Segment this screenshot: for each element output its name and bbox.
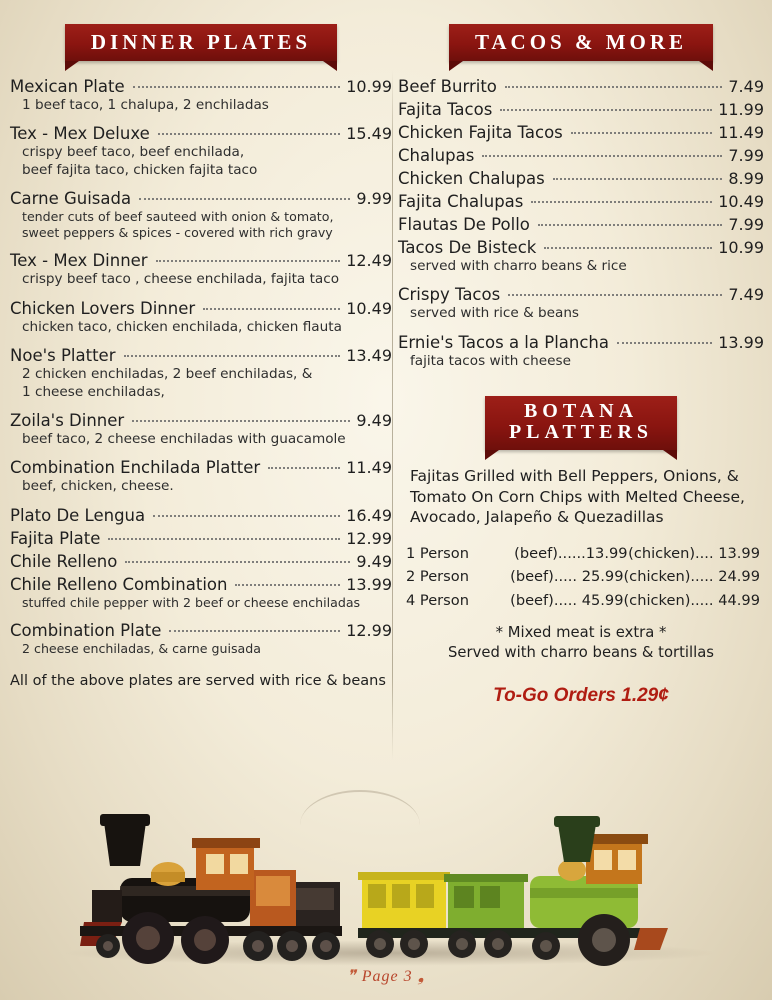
leader-dots <box>571 132 712 134</box>
menu-item-name: Fajita Chalupas <box>398 192 524 212</box>
menu-item-price: 12.49 <box>346 251 392 271</box>
menu-item-description: fajita tacos with cheese <box>410 352 571 369</box>
botana-portion-beef-price: (beef)..... 25.99 <box>510 568 624 586</box>
menu-item-price: 7.49 <box>728 285 764 305</box>
train-graphic <box>0 750 772 1000</box>
menu-item-name: Flautas De Pollo <box>398 215 530 235</box>
menu-item-price: 11.49 <box>346 458 392 478</box>
menu-item-row <box>10 346 392 365</box>
tacos-and-more-banner-label: TACOS & MORE <box>449 24 713 61</box>
menu-item-description: crispy beef taco, beef enchilada, beef fajita taco, chicken fajita taco <box>22 144 258 178</box>
menu-item-price: 16.49 <box>346 505 392 525</box>
menu-item-description: served with rice & beans <box>410 305 580 322</box>
menu-item-row <box>398 192 764 211</box>
menu-item-name: Fajita Tacos <box>398 100 493 120</box>
menu-item-price: 7.49 <box>728 77 764 97</box>
menu-item-name: Mexican Plate <box>10 77 125 97</box>
menu-item-description: beef, chicken, cheese. <box>22 478 174 495</box>
menu-item <box>398 285 764 322</box>
menu-item <box>10 77 392 114</box>
menu-item <box>398 192 764 211</box>
menu-item-price: 13.99 <box>718 332 764 352</box>
menu-item-price: 11.99 <box>718 100 764 120</box>
menu-item-row <box>398 238 764 257</box>
menu-item-description: crispy beef taco , cheese enchilada, fajita taco <box>22 271 340 288</box>
menu-item-row <box>10 124 392 143</box>
menu-item <box>398 123 764 142</box>
botana-portion-chicken-price: (chicken).... 13.99 <box>628 544 760 562</box>
leader-dots <box>133 86 341 88</box>
menu-item <box>10 251 392 288</box>
menu-item-name: Chicken Chalupas <box>398 169 545 189</box>
leader-dots <box>500 109 712 111</box>
menu-item-price: 10.49 <box>346 298 392 318</box>
leader-dots <box>617 342 712 344</box>
menu-item-description: stuffed chile pepper with 2 beef or cheese enchiladas <box>22 594 361 610</box>
menu-item-name: Zoila's Dinner <box>10 411 125 430</box>
botana-portion-qty: 4 Person <box>406 591 469 609</box>
menu-item-name: Chile Relleno Combination <box>10 574 228 594</box>
leader-dots <box>169 630 340 632</box>
menu-item-price: 9.49 <box>356 551 392 571</box>
leader-dots <box>482 155 722 157</box>
menu-item-row <box>398 169 764 188</box>
menu-item <box>398 238 764 275</box>
menu-item-description: 2 chicken enchiladas, 2 beef enchiladas, & 1 cheese enchiladas, <box>22 366 313 400</box>
menu-item-price: 12.99 <box>346 528 392 548</box>
botana-header-line-2: PLATTERS <box>508 421 654 444</box>
menu-item-row <box>398 77 764 96</box>
menu-item-name: Tacos De Bisteck <box>398 238 537 258</box>
menu-item-row <box>10 458 392 477</box>
botana-platters-banner <box>485 396 677 450</box>
dinner-plates-column <box>10 24 392 689</box>
menu-item-row <box>398 215 764 234</box>
to-go-orders-note: To-Go Orders 1.29¢ <box>493 685 669 707</box>
leader-dots <box>153 515 340 517</box>
menu-item <box>10 458 392 495</box>
botana-portion-row <box>406 565 760 589</box>
menu-item-price: 9.99 <box>356 189 392 209</box>
menu-item <box>10 411 392 448</box>
menu-item-price: 9.49 <box>356 411 392 430</box>
leader-dots <box>125 561 350 563</box>
menu-item-name: Noe's Platter <box>10 346 116 366</box>
menu-item <box>398 333 764 370</box>
botana-platters-header <box>398 396 764 450</box>
menu-item-description: beef taco, 2 cheese enchiladas with guacamole <box>22 431 346 447</box>
menu-item <box>10 346 392 401</box>
botana-portion-beef-price: (beef)..... 45.99 <box>510 591 624 609</box>
page-number-ornament-right: ❟ <box>412 968 425 985</box>
train-shadow <box>60 940 720 966</box>
leader-dots <box>235 584 340 586</box>
botana-note-1: * Mixed meat is extra * <box>495 623 667 641</box>
tacos-and-more-header <box>398 24 764 61</box>
botana-portion-row <box>406 589 760 613</box>
menu-item-row <box>10 411 392 430</box>
menu-item <box>10 299 392 336</box>
menu-item-name: Plato De Lengua <box>10 505 146 525</box>
menu-item-price: 11.49 <box>718 123 764 143</box>
botana-portion-row <box>406 542 760 566</box>
menu-item-price: 12.99 <box>346 620 392 640</box>
menu-item-name: Tex - Mex Dinner <box>10 251 148 271</box>
menu-item-price: 15.49 <box>346 124 392 144</box>
menu-item-row <box>398 333 764 352</box>
menu-item-row <box>10 529 392 548</box>
botana-note-2: Served with charro beans & tortillas <box>448 643 714 661</box>
menu-item-name: Chalupas <box>398 146 475 166</box>
menu-item-description: served with charro beans & rice <box>410 258 627 275</box>
menu-item-price: 13.99 <box>346 574 392 594</box>
leader-dots <box>139 198 350 200</box>
dinner-plates-list <box>10 77 392 657</box>
menu-item <box>10 621 392 657</box>
menu-item-row <box>10 299 392 318</box>
menu-item <box>398 146 764 165</box>
menu-item <box>10 575 392 611</box>
page-number <box>0 966 772 986</box>
botana-portion-table <box>406 542 760 613</box>
menu-item-name: Carne Guisada <box>10 189 132 209</box>
dinner-plates-footnote: All of the above plates are served with rice & beans <box>10 673 386 689</box>
leader-dots <box>538 224 722 226</box>
menu-item-price: 13.49 <box>346 346 392 366</box>
menu-item-name: Chicken Lovers Dinner <box>10 298 196 318</box>
menu-item-row <box>398 146 764 165</box>
dinner-plates-banner-label: DINNER PLATES <box>65 24 337 61</box>
menu-item-name: Tex - Mex Deluxe <box>10 124 150 144</box>
leader-dots <box>268 467 340 469</box>
menu-item-description: 1 beef taco, 1 chalupa, 2 enchiladas <box>22 97 269 114</box>
menu-item-price: 10.99 <box>718 238 764 258</box>
menu-item-description: 2 cheese enchiladas, & carne guisada <box>22 640 261 656</box>
menu-item <box>398 100 764 119</box>
menu-item-row <box>398 123 764 142</box>
menu-item-row <box>10 251 392 270</box>
menu-item-name: Fajita Plate <box>10 528 101 548</box>
leader-dots <box>544 247 712 249</box>
menu-item-row <box>10 575 392 594</box>
botana-portion-chicken-price: (chicken)..... 44.99 <box>623 591 760 609</box>
botana-portion-qty: 2 Person <box>406 568 469 586</box>
leader-dots <box>108 538 340 540</box>
page-number-ornament-left: ❞ <box>347 968 362 985</box>
menu-item-row <box>10 552 392 571</box>
leader-dots <box>553 178 723 180</box>
smoke-swirl-icon <box>300 790 420 832</box>
menu-item-description: tender cuts of beef sauteed with onion & tomato, sweet peppers & spices - covered with rich gravy <box>22 209 334 241</box>
menu-item-price: 7.99 <box>728 146 764 166</box>
menu-item-name: Chicken Fajita Tacos <box>398 123 563 143</box>
menu-item-name: Ernie's Tacos a la Plancha <box>398 332 609 352</box>
page-number-label: Page 3 <box>361 968 413 985</box>
leader-dots <box>132 420 350 422</box>
tacos-and-more-column <box>398 24 764 707</box>
menu-item <box>10 124 392 179</box>
botana-portion-chicken-price: (chicken)..... 24.99 <box>623 568 760 586</box>
menu-item-row <box>10 77 392 96</box>
botana-portion-qty: 1 Person <box>406 544 469 562</box>
menu-item-price: 10.99 <box>346 77 392 97</box>
menu-item <box>398 215 764 234</box>
menu-item-row <box>398 285 764 304</box>
botana-description: Fajitas Grilled with Bell Peppers, Onions, & Tomato On Corn Chips with Melted Cheese, Avocado, Jalapeño & Quezadillas <box>410 467 745 527</box>
menu-item-row <box>398 100 764 119</box>
menu-item-name: Crispy Tacos <box>398 285 501 305</box>
menu-item-description: chicken taco, chicken enchilada, chicken flauta <box>22 318 342 335</box>
leader-dots <box>124 355 341 357</box>
menu-item-name: Chile Relleno <box>10 551 118 571</box>
leader-dots <box>531 201 712 203</box>
menu-item <box>10 506 392 525</box>
menu-item-name: Combination Plate <box>10 620 162 640</box>
column-divider <box>392 70 393 760</box>
menu-item <box>398 169 764 188</box>
menu-item <box>10 552 392 571</box>
leader-dots <box>156 260 341 262</box>
tacos-and-more-list <box>398 77 764 370</box>
leader-dots <box>505 86 722 88</box>
leader-dots <box>158 133 340 135</box>
menu-item <box>10 189 392 241</box>
leader-dots <box>508 294 722 296</box>
menu-item-row <box>10 506 392 525</box>
menu-item-price: 7.99 <box>728 215 764 235</box>
menu-item-price: 10.49 <box>718 192 764 212</box>
botana-header-line-1: BOTANA <box>523 400 639 423</box>
menu-item-name: Combination Enchilada Platter <box>10 458 261 478</box>
train-illustration <box>0 750 772 1000</box>
dinner-plates-header <box>10 24 392 61</box>
menu-item-row <box>10 189 392 208</box>
leader-dots <box>203 308 340 310</box>
menu-item-name: Beef Burrito <box>398 77 497 97</box>
botana-portion-beef-price: (beef)......13.99 <box>514 544 628 562</box>
menu-item-row <box>10 621 392 640</box>
menu-item-price: 8.99 <box>728 169 764 189</box>
menu-item <box>398 77 764 96</box>
menu-item <box>10 529 392 548</box>
